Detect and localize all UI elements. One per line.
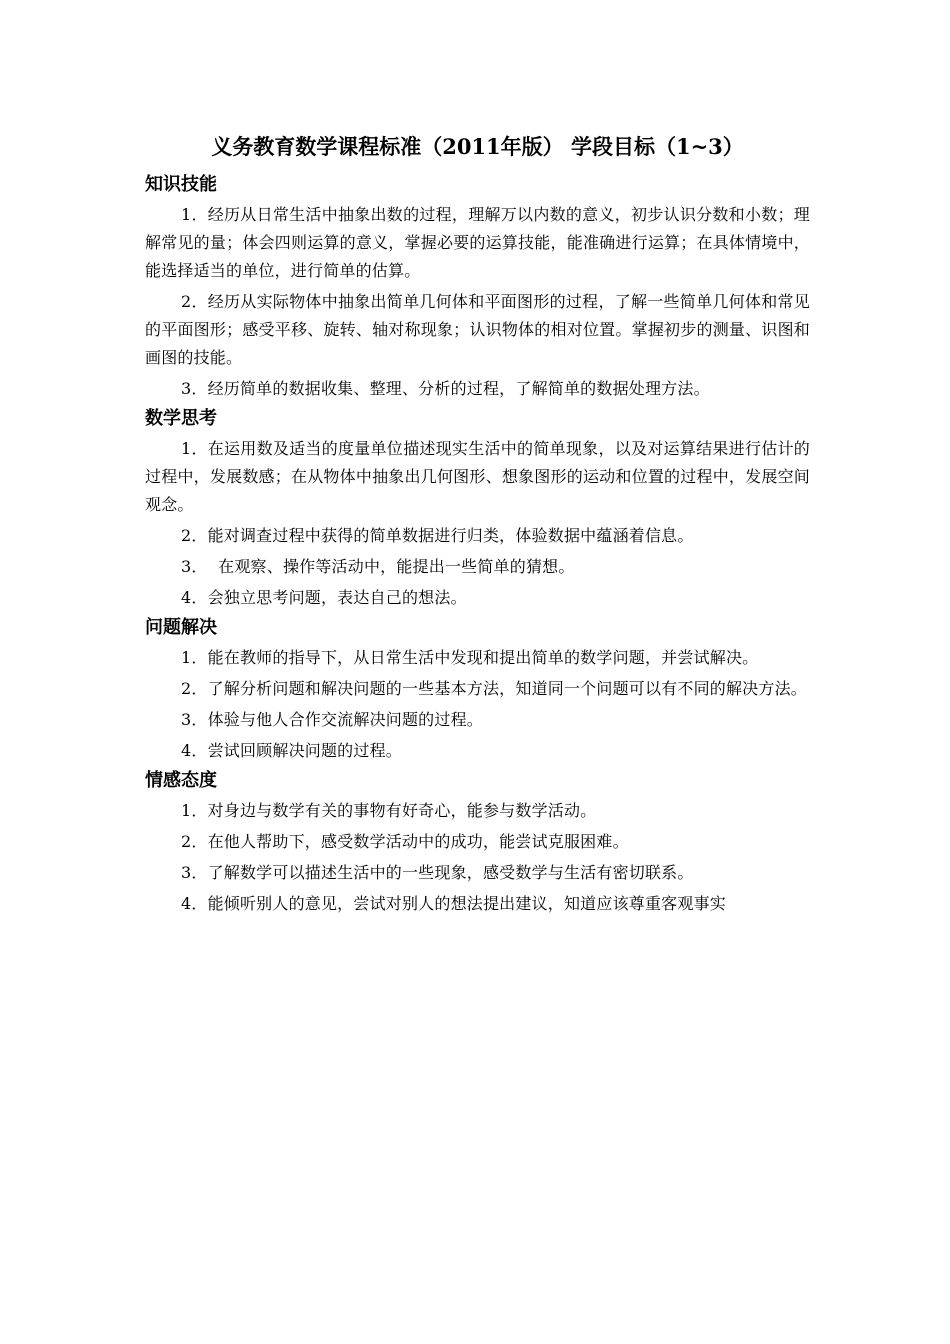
list-item: 3．体验与他人合作交流解决问题的过程。 xyxy=(181,710,483,729)
list-item: 2．能对调查过程中获得的简单数据进行归类，体验数据中蕴涵着信息。 xyxy=(181,526,694,545)
section-knowledge-skills xyxy=(145,172,810,403)
list-item: 1．能在教师的指导下，从日常生活中发现和提出简单的数学问题，并尝试解决。 xyxy=(181,648,759,667)
list-item: 3．了解数学可以描述生活中的一些现象，感受数学与生活有密切联系。 xyxy=(181,863,694,882)
section-emotional-attitude xyxy=(145,768,810,918)
list-item: 2．了解分析问题和解决问题的一些基本方法，知道同一个问题可以有不同的解决方法。 xyxy=(181,679,807,698)
list-item: 3．经历简单的数据收集、整理、分析的过程，了解简单的数据处理方法。 xyxy=(181,379,710,398)
section-heading: 数学思考 xyxy=(145,408,217,429)
list-item: 1．对身边与数学有关的事物有好奇心，能参与数学活动。 xyxy=(181,801,597,820)
list-item: 1．经历从日常生活中抽象出数的过程，理解万以内数的意义，初步认识分数和小数；理解常见的量；体会四则运算的意义，掌握必要的运算技能，能准确进行运算；在具体情境中，能选择适当的单位，进行简单的估算。 xyxy=(145,205,810,280)
list-item: 4．尝试回顾解决问题的过程。 xyxy=(181,741,402,760)
document-title: 义务教育数学课程标准（2011年版） 学段目标（1~3） xyxy=(211,134,744,159)
section-math-thinking xyxy=(145,406,810,612)
section-heading: 情感态度 xyxy=(145,770,217,791)
section-heading: 知识技能 xyxy=(145,174,217,195)
list-item: 4．会独立思考问题，表达自己的想法。 xyxy=(181,588,467,607)
list-item: 1．在运用数及适当的度量单位描述现实生活中的简单现象，以及对运算结果进行估计的过程中，发展数感；在从物体中抽象出几何图形、想象图形的运动和位置的过程中，发展空间观念。 xyxy=(145,439,810,514)
list-item: 2．在他人帮助下，感受数学活动中的成功，能尝试克服困难。 xyxy=(181,832,629,851)
section-problem-solving xyxy=(145,615,810,765)
list-item: 4．能倾听别人的意见，尝试对别人的想法提出建议，知道应该尊重客观事实 xyxy=(181,894,726,913)
document-page xyxy=(145,132,810,921)
section-heading: 问题解决 xyxy=(145,617,217,638)
list-item: 3． 在观察、操作等活动中，能提出一些简单的猜想。 xyxy=(181,557,575,576)
list-item: 2．经历从实际物体中抽象出简单几何体和平面图形的过程，了解一些简单几何体和常见的平面图形；感受平移、旋转、轴对称现象；认识物体的相对位置。掌握初步的测量、识图和画图的技能。 xyxy=(145,292,810,367)
